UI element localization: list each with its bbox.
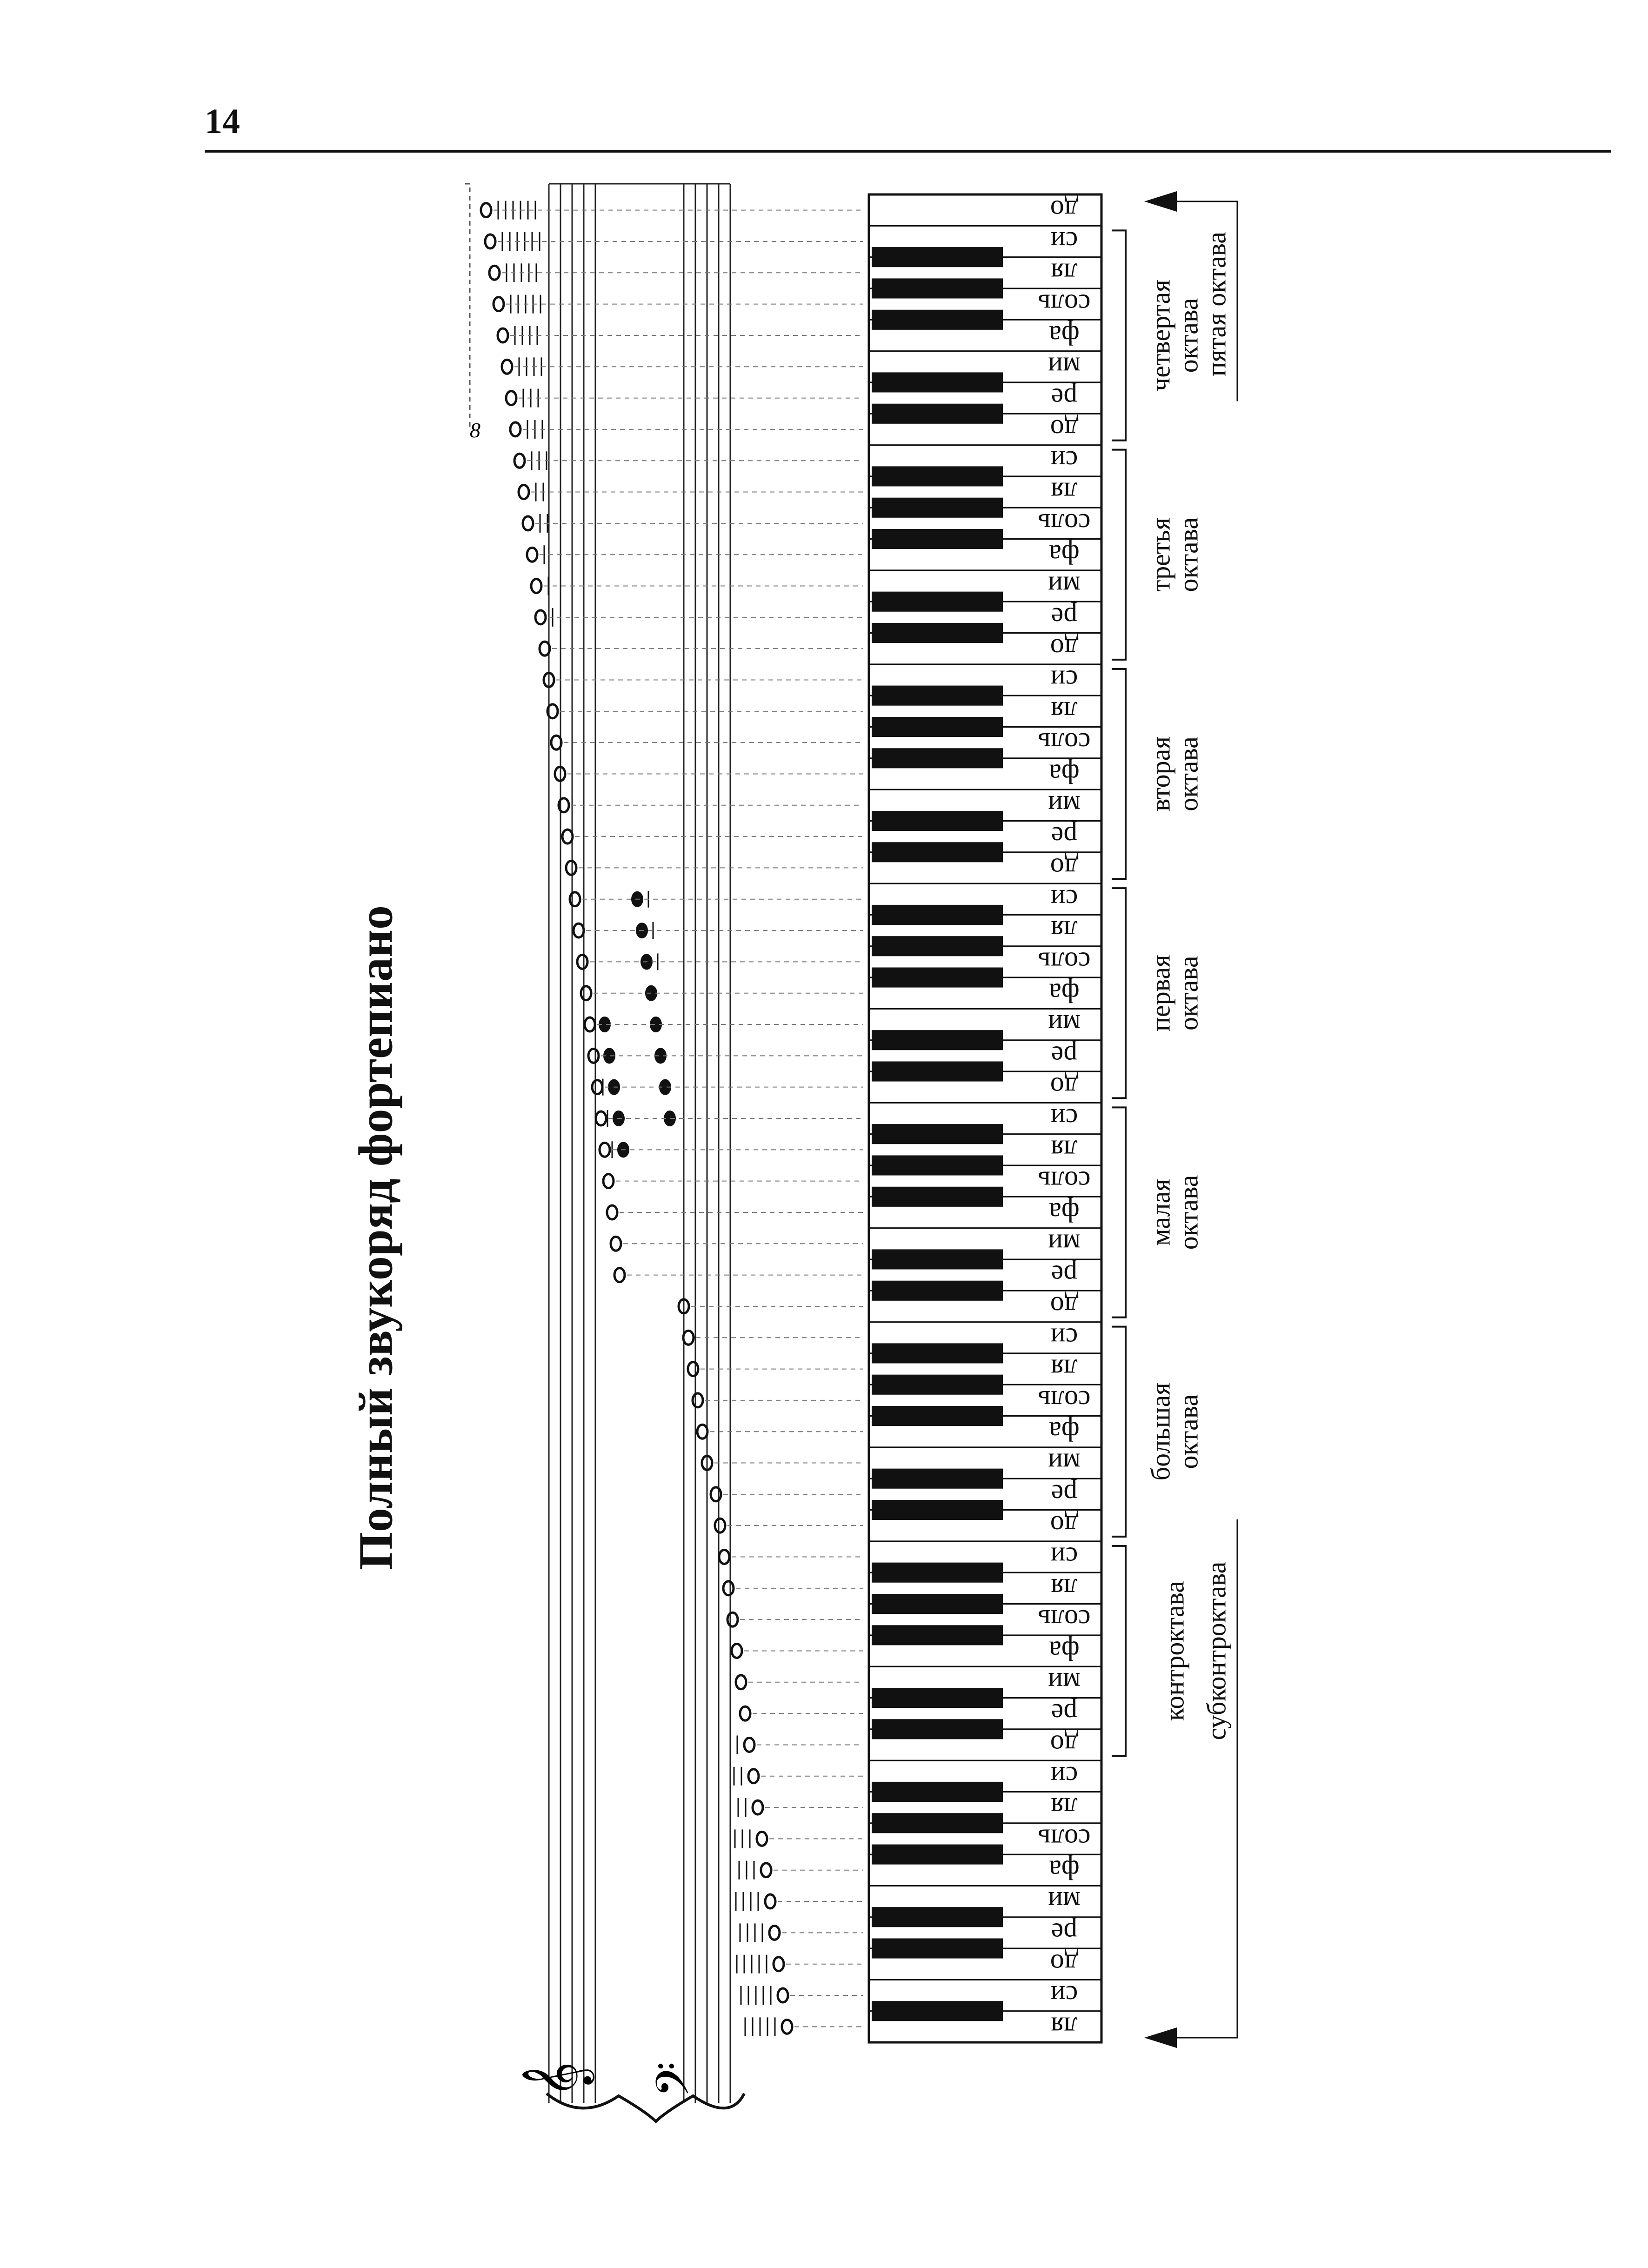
note-head — [502, 360, 512, 374]
black-key — [872, 1563, 1003, 1583]
white-key-label: соль — [1038, 288, 1091, 320]
page-number: 14 — [205, 102, 240, 141]
note-head — [740, 1706, 750, 1720]
white-key-label: ре — [1051, 602, 1078, 633]
black-key — [872, 1469, 1003, 1489]
white-key-label: ля — [1051, 476, 1078, 508]
black-key — [872, 1845, 1003, 1865]
note-head — [732, 1644, 742, 1658]
black-key — [872, 1813, 1003, 1833]
note-head — [523, 516, 533, 530]
note-head — [581, 986, 591, 1000]
note-head — [506, 391, 516, 405]
white-key-label: си — [1050, 445, 1078, 476]
white-key-label: си — [1050, 226, 1078, 257]
white-key-label: ми — [1048, 570, 1081, 602]
black-key — [872, 1281, 1003, 1301]
octave-label: октава — [1173, 1394, 1204, 1469]
bass-clef-icon: 𝄢 — [647, 2061, 711, 2098]
octave-bracket — [1112, 450, 1126, 660]
white-key-label: до — [1050, 414, 1079, 445]
black-key — [872, 529, 1003, 549]
white-key-label: си — [1050, 1760, 1078, 1792]
white-key-label: ре — [1051, 382, 1078, 414]
octave-bracket — [1112, 1107, 1126, 1317]
black-key — [872, 717, 1003, 737]
octave-label: большая — [1145, 1383, 1176, 1481]
black-key — [872, 1500, 1003, 1520]
white-key-label: си — [1050, 664, 1078, 696]
white-key-label: ля — [1051, 1134, 1078, 1165]
black-key — [872, 466, 1003, 486]
black-key — [872, 1625, 1003, 1645]
white-key-label: соль — [1038, 946, 1091, 977]
note-head — [574, 923, 584, 937]
black-key — [872, 278, 1003, 298]
white-key-label: до — [1050, 1071, 1079, 1103]
white-key-label: фа — [1049, 1635, 1080, 1666]
note-head — [498, 328, 508, 342]
black-key — [872, 1375, 1003, 1395]
white-key-label: ми — [1048, 1009, 1081, 1040]
white-key-label: до — [1050, 1510, 1079, 1541]
white-key-label: соль — [1038, 1604, 1091, 1635]
note-head — [519, 485, 529, 499]
note-head — [535, 610, 546, 624]
white-key-label: ми — [1048, 1228, 1081, 1259]
white-key-label: ми — [1048, 1886, 1081, 1917]
outer-label-bottom: субконтроктава — [1201, 1561, 1232, 1740]
white-key-label: ре — [1051, 821, 1078, 852]
note-head — [603, 1174, 614, 1188]
note-head — [577, 955, 587, 969]
black-key — [872, 498, 1003, 518]
octave-label: первая — [1145, 955, 1176, 1032]
white-key-label: ре — [1051, 1479, 1078, 1510]
note-head — [514, 454, 525, 468]
black-key — [872, 1688, 1003, 1708]
white-key-label: ре — [1051, 1698, 1078, 1729]
octave-brackets — [1112, 230, 1204, 1756]
black-key — [872, 1155, 1003, 1175]
outer-brackets — [1144, 191, 1237, 2048]
note-head — [614, 1268, 625, 1282]
note-head — [723, 1581, 734, 1595]
white-key-label: фа — [1049, 1416, 1080, 1447]
note-head — [592, 1080, 602, 1094]
black-key — [872, 1782, 1003, 1802]
note-head — [562, 830, 573, 843]
treble-clef-icon: 𝄞 — [520, 2061, 591, 2098]
white-key-label: соль — [1038, 1165, 1091, 1197]
ottava-bracket — [465, 184, 470, 428]
note-head — [570, 892, 580, 906]
white-key-label: ми — [1048, 1447, 1081, 1479]
note-head — [585, 1017, 595, 1031]
black-key — [872, 310, 1003, 330]
note-head — [697, 1425, 707, 1438]
black-key — [872, 247, 1003, 267]
black-key — [872, 968, 1003, 988]
octave-label: октава — [1173, 517, 1204, 592]
note-head — [688, 1362, 698, 1376]
note-head — [510, 422, 520, 436]
note-head — [481, 203, 491, 217]
note-head — [774, 1957, 784, 1971]
note-head — [769, 1926, 780, 1940]
black-key — [872, 1719, 1003, 1739]
octave-bracket — [1112, 888, 1126, 1098]
black-key — [872, 372, 1003, 392]
bass-staff — [684, 184, 730, 2103]
black-key — [872, 2001, 1003, 2021]
white-key-label: си — [1050, 1541, 1078, 1572]
note-head — [527, 548, 537, 562]
white-key-label: ля — [1051, 1572, 1078, 1604]
white-key-label: до — [1050, 1948, 1079, 1980]
white-key-label: си — [1050, 1322, 1078, 1353]
note-head — [494, 297, 504, 311]
white-key-label: соль — [1038, 727, 1091, 758]
black-key — [872, 686, 1003, 706]
note-head — [753, 1800, 763, 1814]
white-key-label: до — [1050, 633, 1079, 664]
black-key — [872, 1343, 1003, 1363]
octave-label: вторая — [1145, 736, 1176, 811]
white-key-label: ре — [1051, 1259, 1078, 1291]
white-key-label: ля — [1051, 2011, 1078, 2042]
note-head — [736, 1675, 746, 1689]
treble-staff — [549, 184, 730, 2103]
black-key — [872, 592, 1003, 612]
black-key — [872, 905, 1003, 925]
white-key-label: фа — [1049, 1197, 1080, 1228]
octave-bracket — [1112, 230, 1126, 440]
octave-label: малая — [1145, 1178, 1176, 1246]
grand-staff — [465, 184, 744, 2121]
note-head — [566, 861, 576, 875]
white-key-label: фа — [1049, 539, 1080, 570]
white-key-label: фа — [1049, 977, 1080, 1009]
arrow-left-icon — [1144, 2027, 1177, 2048]
white-key-label: ля — [1051, 915, 1078, 946]
white-key-label: ре — [1051, 1917, 1078, 1948]
note-head — [782, 2020, 792, 2034]
octave-bracket — [1112, 669, 1126, 879]
white-key-label: си — [1050, 1103, 1078, 1134]
black-key — [872, 1594, 1003, 1614]
black-key — [872, 1124, 1003, 1144]
octave-label: октава — [1173, 298, 1204, 373]
white-key-label: ми — [1048, 1666, 1081, 1698]
white-key-label: фа — [1049, 1854, 1080, 1886]
white-key-label: ми — [1048, 789, 1081, 821]
octave-label: октава — [1173, 736, 1204, 811]
white-key-label: си — [1050, 1980, 1078, 2011]
octave-bracket — [1112, 1546, 1126, 1756]
black-key — [872, 1406, 1003, 1426]
octave-label: третья — [1145, 517, 1176, 592]
white-key-label: ми — [1048, 351, 1081, 382]
white-key-label: ля — [1051, 257, 1078, 288]
white-key-label: соль — [1038, 1385, 1091, 1416]
octave-label: октава — [1173, 1175, 1204, 1250]
white-key-label: фа — [1049, 320, 1080, 351]
black-key — [872, 623, 1003, 643]
ottava-mark: 8 — [470, 418, 480, 442]
arrow-left-icon — [1144, 191, 1177, 212]
note-head — [596, 1111, 606, 1125]
white-key-label: си — [1050, 883, 1078, 915]
black-key — [872, 1061, 1003, 1081]
white-key-label: фа — [1049, 758, 1080, 789]
black-key — [872, 1907, 1003, 1927]
note-head — [744, 1738, 754, 1752]
black-key — [872, 811, 1003, 831]
black-key — [872, 748, 1003, 768]
note-head — [531, 579, 541, 593]
white-key-label: до — [1050, 1291, 1079, 1322]
octave-label: октава — [1173, 956, 1204, 1031]
white-key-label: ля — [1051, 1792, 1078, 1823]
white-key-label: до — [1050, 194, 1079, 226]
note-head — [778, 1988, 788, 2002]
white-key-label: до — [1050, 852, 1079, 883]
piano-keyboard — [869, 194, 1101, 2042]
note-head — [693, 1393, 703, 1407]
note-head — [588, 1049, 599, 1063]
note-head — [748, 1769, 759, 1783]
note-head — [611, 1237, 621, 1251]
note-head — [683, 1331, 694, 1345]
note-head — [719, 1550, 729, 1564]
octave-label: контроктава — [1159, 1581, 1190, 1721]
white-key-label: соль — [1038, 1823, 1091, 1854]
white-key-label: ре — [1051, 1040, 1078, 1071]
note-head — [757, 1832, 767, 1846]
note-head — [485, 234, 495, 248]
black-key — [872, 1030, 1003, 1050]
black-key — [872, 936, 1003, 956]
note-head — [600, 1143, 610, 1157]
white-key-label: до — [1050, 1729, 1079, 1760]
outer-label-top: пятая октава — [1201, 231, 1232, 377]
black-key — [872, 842, 1003, 862]
octave-bracket — [1112, 1327, 1126, 1537]
note-head — [765, 1894, 775, 1908]
octave-label: четвертая — [1145, 280, 1176, 391]
note-head — [727, 1612, 738, 1626]
white-key-label: соль — [1038, 508, 1091, 539]
note-head — [715, 1519, 725, 1532]
note-head — [607, 1205, 617, 1219]
black-key — [872, 404, 1003, 424]
black-key — [872, 1187, 1003, 1207]
note-head — [711, 1487, 721, 1501]
black-key — [872, 1938, 1003, 1958]
black-key — [872, 1249, 1003, 1269]
note-head — [489, 266, 500, 280]
white-key-label: ля — [1051, 1353, 1078, 1385]
white-key-label: ля — [1051, 696, 1078, 727]
note-head — [761, 1863, 771, 1877]
page-title: Полный звукоряд фортепиано — [349, 905, 403, 1570]
